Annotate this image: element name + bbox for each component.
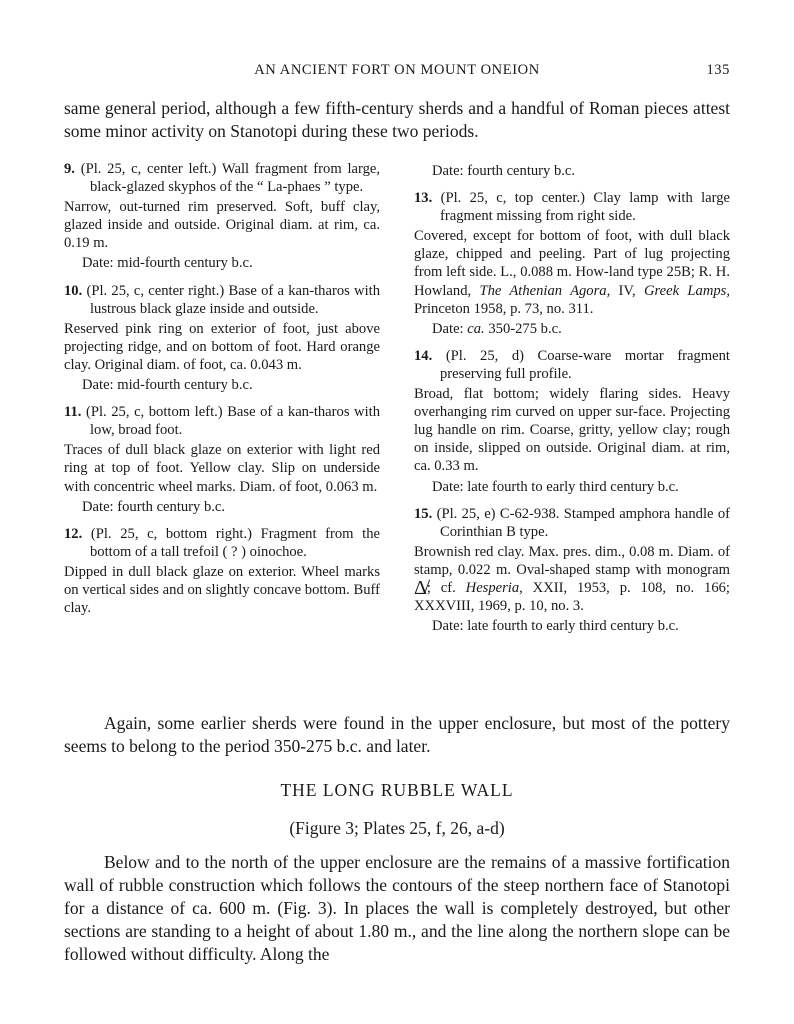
desc-part: Princeton 1958, p. 73, no. 311. <box>414 300 594 317</box>
date-circa: ca. <box>467 320 485 337</box>
book-title: The Athenian Agora, <box>479 282 611 299</box>
catalog-entry-12 <box>64 525 380 617</box>
entry-description: Reserved pink ring on exterior of foot, just above projecting ridge, and on bottom of foot. Hard orange clay. Original diam. of foot, ca. 0.043 m. <box>64 320 380 373</box>
entry-heading <box>414 347 730 383</box>
date-prefix: Date: <box>432 320 468 337</box>
journal-title: Hesperia, <box>465 579 523 596</box>
entry-heading-text: (Pl. 25, d) Coarse-ware mortar fragment preserving full profile. <box>440 347 730 382</box>
entry-date <box>414 320 730 338</box>
desc-part: Brownish red clay. Max. pres. dim., 0.08 m. Diam. of stamp, 0.022 m. Oval-shaped stamp with monogram <box>414 543 730 578</box>
entry-heading-text: (Pl. 25, c, top center.) Clay lamp with large fragment missing from right side. <box>440 190 730 225</box>
closing-paragraph: Again, some earlier sherds were found in the upper enclosure, but most of the pottery seems to belong to the period 350-275 b.c. and later. <box>64 713 730 756</box>
catalog-entry-14 <box>414 347 730 496</box>
entry-date: Date: mid-fourth century b.c. <box>82 255 253 272</box>
catalog-entry-10 <box>64 282 380 395</box>
desc-part: ; cf. <box>426 579 466 596</box>
desc-part: IV, <box>610 282 644 299</box>
entry-description: Dipped in dull black glaze on exterior. Wheel marks on vertical sides and on slightly concave bottom. Buff clay. <box>64 563 380 617</box>
entry-heading-text: (Pl. 25, e) C-62-938. Stamped amphora handle of Corinthian B type. <box>436 505 730 540</box>
entry-description <box>414 543 730 615</box>
entry-date: Date: late fourth to early third century b.c. <box>432 618 679 635</box>
entry-number: 9. <box>64 161 75 177</box>
section-subtitle: (Figure 3; Plates 25, f, 26, a-d) <box>289 818 505 838</box>
intro-paragraph: same general period, although a few fifth-century sherds and a handful of Roman pieces attest some minor activity on Stanotopi during these two periods. <box>64 98 730 141</box>
page-number: 135 <box>706 62 730 78</box>
catalog-entry-13 <box>414 189 730 338</box>
section-title: THE LONG RUBBLE WALL <box>280 780 514 800</box>
entry-number: 13. <box>414 190 433 207</box>
entry-heading <box>414 505 730 541</box>
book-title: Greek Lamps, <box>644 282 730 299</box>
entry-date: Date: late fourth to early third century b.c. <box>432 478 679 495</box>
entry-heading <box>64 525 380 561</box>
carryover-date: Date: fourth century b.c. <box>432 163 576 179</box>
running-title: AN ANCIENT FORT ON MOUNT ONEION <box>254 62 540 78</box>
entry-heading <box>64 282 380 318</box>
desc-part: Covered, except for bottom of foot, with dull black glaze, chipped and peeling. Part of lug projecting from left side. L., 0.088 m. How-land type 25B; R. H. Howland, <box>414 228 730 299</box>
monogram-icon: Δ̸ <box>414 576 427 599</box>
entry-date: Date: fourth century b.c. <box>82 498 226 515</box>
left-column <box>64 160 380 626</box>
entry-number: 15. <box>414 505 433 522</box>
catalog-entry-15 <box>414 505 730 636</box>
entry-heading-text: (Pl. 25, c, center right.) Base of a kan-tharos with lustrous black glaze inside and outside. <box>86 282 380 317</box>
section-paragraph: Below and to the north of the upper enclosure are the remains of a massive fortification wall of rubble construction which follows the contours of the steep northern face of Stanotopi for a distance of ca. 600 m. (Fig. 3). In places the wall is completely destroyed, but other sections are standing to a height of about 1.80 m., and the line along the northern slope can be followed without difficulty. Along the <box>64 852 730 964</box>
date-suffix: 350-275 b.c. <box>484 320 562 337</box>
right-column <box>414 160 730 644</box>
entry-description: Traces of dull black glaze on exterior with light red ring at top of foot. Yellow clay. Slip on underside with concentric wheel marks. Diam. of foot, 0.063 m. <box>64 442 380 495</box>
entry-heading-text: (Pl. 25, c, bottom left.) Base of a kan-tharos with low, broad foot. <box>86 404 381 439</box>
entry-description <box>414 227 730 317</box>
entry-description: Narrow, out-turned rim preserved. Soft, buff clay, glazed inside and outside. Original diam. at rim, ca. 0.19 m. <box>64 199 380 252</box>
entry-description: Broad, flat bottom; widely flaring sides. Heavy overhanging rim curved on upper sur-face. Projecting lug handle on rim. Coarse, gritty, yellow clay; rough on inside, slipped on outside. Original diam. at rim, ca. 0.33 m. <box>414 386 730 475</box>
entry-number: 11. <box>64 404 82 421</box>
entry-heading <box>64 403 380 439</box>
entry-number: 10. <box>64 282 83 299</box>
catalog-entry-11 <box>64 403 380 516</box>
entry-number: 12. <box>64 525 83 542</box>
entry-heading <box>64 160 380 196</box>
entry-heading-text: (Pl. 25, c, center left.) Wall fragment from large, black-glazed skyphos of the “ La-phaes ” type. <box>80 161 380 196</box>
running-head <box>64 62 730 82</box>
entry-heading-text: (Pl. 25, c, bottom right.) Fragment from the bottom of a tall trefoil ( ? ) oinochoe. <box>90 525 381 560</box>
entry-number: 14. <box>414 347 433 364</box>
desc-part: XXII, 1953, p. 108, no. 166; XXXVIII, 1969, p. 10, no. 3. <box>414 579 730 615</box>
catalog-entry-9 <box>64 160 380 273</box>
entry-date: Date: mid-fourth century b.c. <box>82 377 253 394</box>
entry-heading <box>414 189 730 225</box>
